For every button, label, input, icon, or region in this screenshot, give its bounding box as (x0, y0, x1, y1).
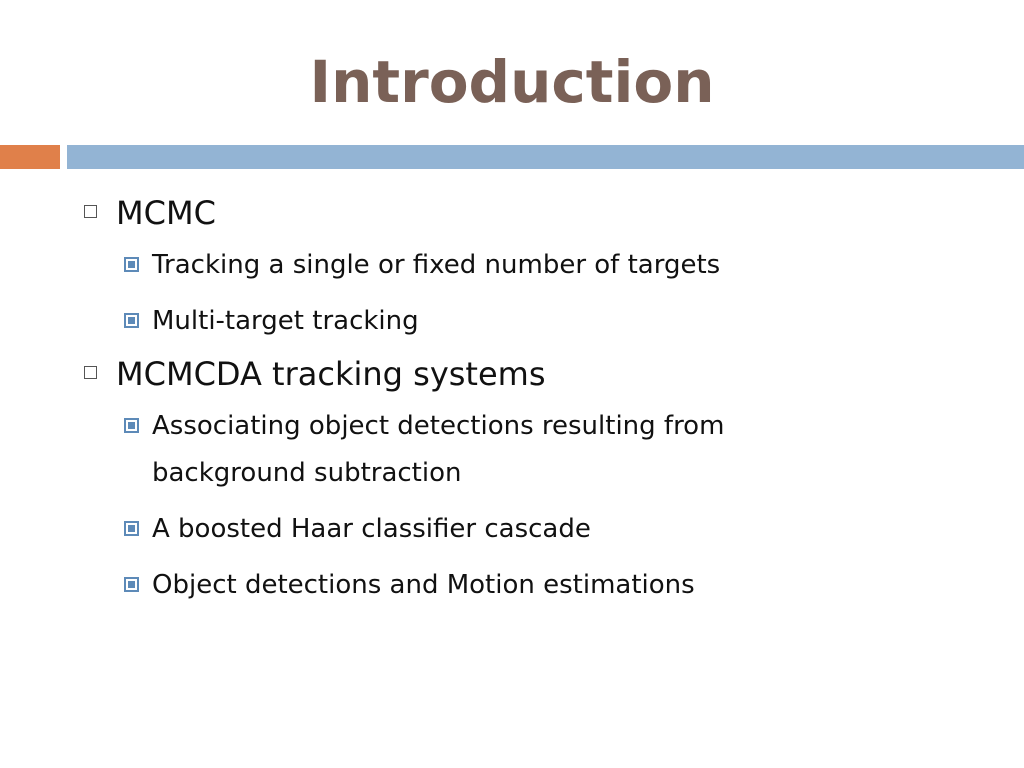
sub-bullet (82, 298, 982, 345)
filled-square-bullet-icon (124, 577, 139, 592)
sub-bullet (82, 242, 982, 289)
sub-bullet-text: A boosted Haar classifier cascade (152, 514, 591, 544)
filled-square-bullet-icon (124, 418, 139, 433)
sub-bullet (82, 403, 832, 497)
bullet-text: MCMCDA tracking systems (116, 355, 546, 393)
accent-bar-right (67, 145, 1024, 169)
bullet-mcmcda (82, 351, 982, 397)
sub-bullet (82, 562, 982, 609)
bullet-text: MCMC (116, 194, 216, 232)
filled-square-bullet-icon (124, 521, 139, 536)
bullet-list (82, 190, 982, 618)
filled-square-bullet-icon (124, 257, 139, 272)
bullet-mcmc (82, 190, 982, 236)
sub-bullet-text: Associating object detections resulting from background subtraction (152, 411, 725, 488)
slide-title: Introduction (309, 48, 715, 116)
sub-bullet-text: Multi-target tracking (152, 306, 419, 336)
sub-bullet-text: Object detections and Motion estimations (152, 570, 695, 600)
hollow-square-bullet-icon (84, 205, 97, 218)
accent-bar-left (0, 145, 60, 169)
sub-bullet (82, 506, 982, 553)
sub-bullet-text: Tracking a single or fixed number of targets (152, 250, 721, 280)
hollow-square-bullet-icon (84, 366, 97, 379)
filled-square-bullet-icon (124, 313, 139, 328)
